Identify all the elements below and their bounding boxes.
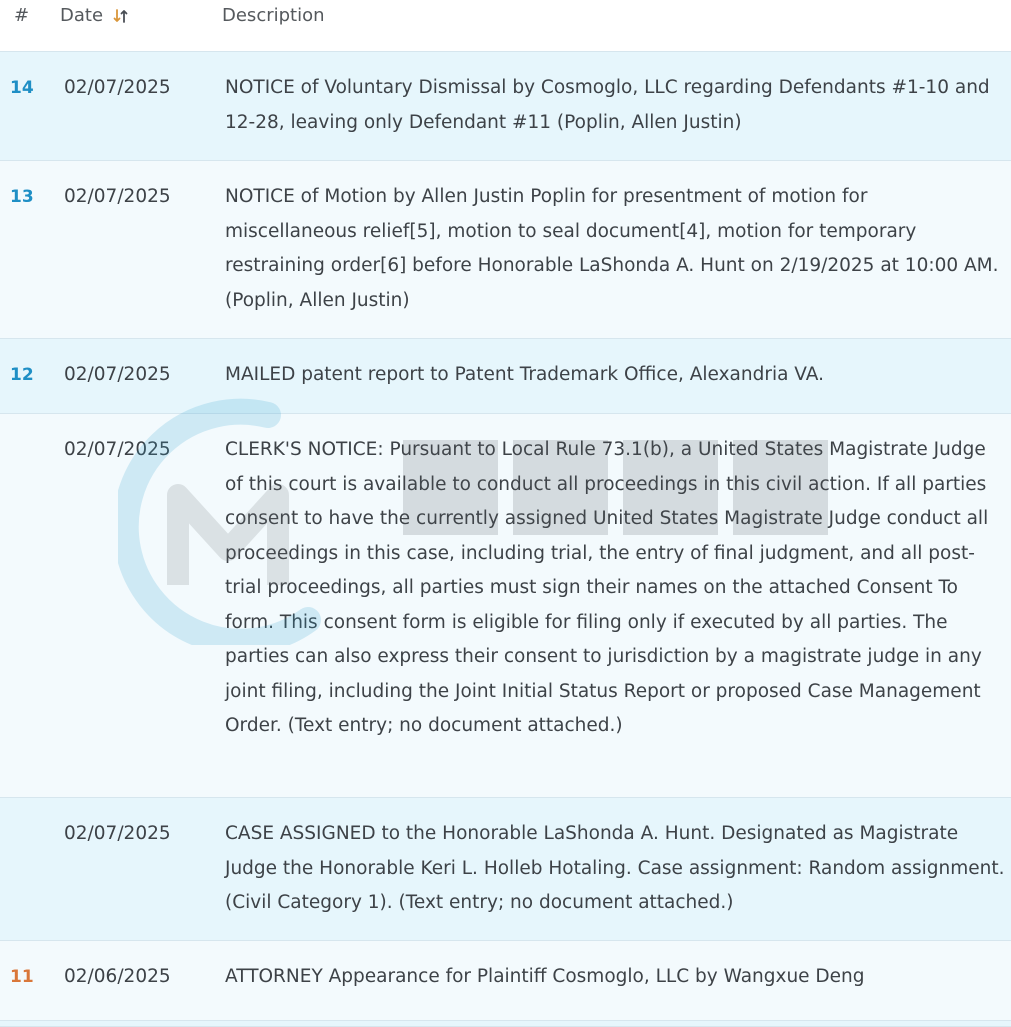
table-row — [0, 161, 1011, 339]
table-row — [0, 941, 1011, 1021]
sort-icon[interactable] — [113, 8, 129, 24]
entry-date: 02/07/2025 — [64, 439, 171, 460]
entry-date: 02/07/2025 — [64, 186, 171, 207]
docket-number-link[interactable]: 11 — [10, 967, 34, 987]
table-row — [0, 1021, 1011, 1027]
docket-number-link[interactable]: 12 — [10, 365, 34, 385]
table-row — [0, 414, 1011, 798]
entry-description: NOTICE of Motion by Allen Justin Poplin for presentment of motion for miscellaneous relief[5], motion to seal document[4], motion for temporary restraining order[6] before Honorable LaShonda A. Hunt on 2/19/2025 at 10:00 AM. (Poplin, Allen Justin) — [225, 186, 999, 311]
entry-description: ATTORNEY Appearance for Plaintiff Cosmoglo, LLC by Wangxue Deng — [225, 966, 865, 987]
table-row — [0, 798, 1011, 941]
docket-number-link[interactable]: 14 — [10, 78, 34, 98]
table-header — [0, 0, 1011, 52]
entry-description: NOTICE of Voluntary Dismissal by Cosmoglo, LLC regarding Defendants #1-10 and 12-28, leaving only Defendant #11 (Poplin, Allen Justin) — [225, 77, 990, 133]
docket-number-link[interactable]: 13 — [10, 187, 34, 207]
entry-description: CASE ASSIGNED to the Honorable LaShonda A. Hunt. Designated as Magistrate Judge the Honorable Keri L. Holleb Hotaling. Case assignment: Random assignment. (Civil Category 1). (Text entry; no document attached.) — [225, 823, 1005, 913]
entry-description: CLERK'S NOTICE: Pursuant to Local Rule 73.1(b), a United States Magistrate Judge of this court is available to conduct all proceedings in this civil action. If all parties consent to have the currently assigned United States Magistrate Judge conduct all proceedings in this case, including trial, the entry of final judgment, and all post-trial proceedings, all parties must sign their names on the attached Consent To form. This consent form is eligible for filing only if executed by all parties. The parties can also express their consent to jurisdiction by a magistrate judge in any joint filing, including the Joint Initial Status Report or proposed Case Management Order. (Text entry; no document attached.) — [225, 439, 989, 736]
entry-date: 02/07/2025 — [64, 823, 171, 844]
column-header-number: # — [14, 5, 30, 26]
table-row — [0, 52, 1011, 161]
entry-description: MAILED patent report to Patent Trademark Office, Alexandria VA. — [225, 364, 824, 385]
entry-date: 02/07/2025 — [64, 77, 171, 98]
entry-date: 02/07/2025 — [64, 364, 171, 385]
column-header-date-label: Date — [60, 5, 104, 26]
column-header-date-sort[interactable] — [60, 5, 129, 26]
entry-date: 02/06/2025 — [64, 966, 171, 987]
column-header-description: Description — [222, 5, 325, 26]
table-row — [0, 339, 1011, 414]
